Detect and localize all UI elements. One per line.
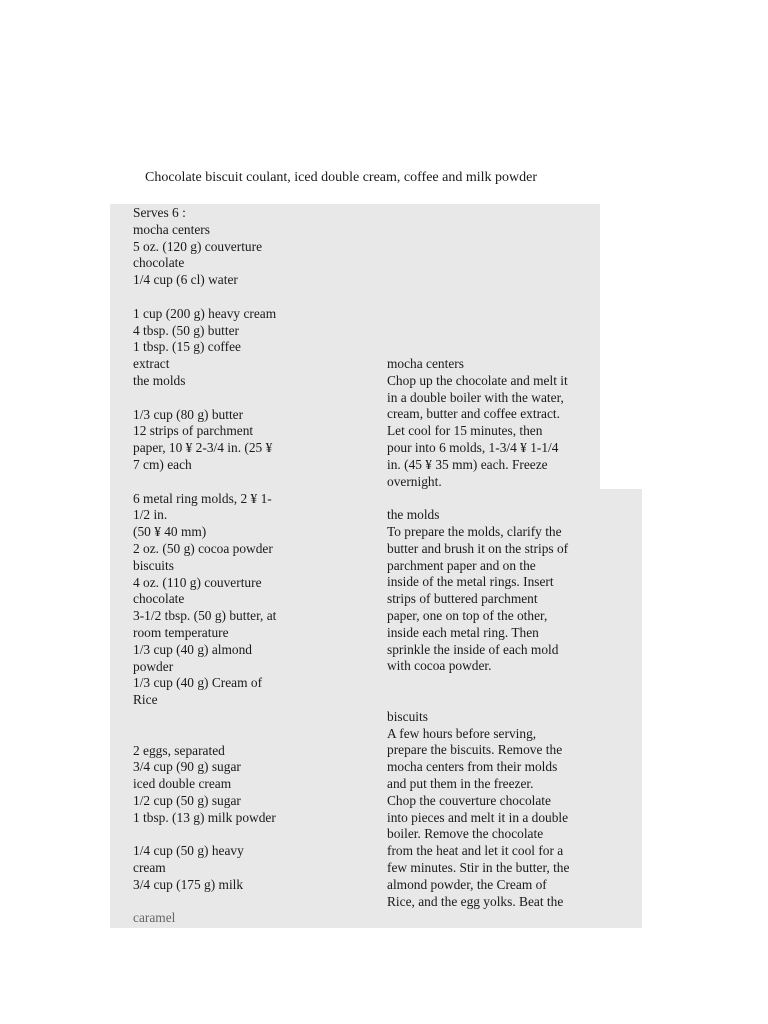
ingredient-line: (50 ¥ 40 mm) [133, 524, 207, 540]
instruction-line: butter and brush it on the strips of [387, 540, 569, 556]
ingredient-line: 4 oz. (110 g) couverture [133, 574, 262, 590]
instruction-line: boiler. Remove the chocolate [387, 826, 544, 842]
instructions-column [387, 356, 602, 910]
instruction-line: from the heat and let it cool for a [387, 843, 564, 859]
ingredient-line: mocha centers [133, 221, 210, 237]
blank-line [133, 826, 313, 843]
blank-line [387, 490, 602, 507]
instruction-line: the molds [387, 507, 440, 523]
instruction-line: pour into 6 molds, 1-3/4 ¥ 1-1/4 [387, 439, 559, 455]
ingredient-line: 12 strips of parchment [133, 423, 254, 439]
ingredient-line: powder [133, 658, 174, 674]
ingredient-line: 2 eggs, separated [133, 742, 225, 758]
ingredient-line: 1/2 cup (50 g) sugar [133, 792, 241, 808]
instruction-line: paper, one on top of the other, [387, 607, 548, 623]
ingredient-line: 3-1/2 tbsp. (50 g) butter, at [133, 608, 277, 624]
instruction-line: Rice, and the egg yolks. Beat the [387, 893, 564, 909]
ingredient-line: iced double cream [133, 776, 232, 792]
ingredient-line: 1/3 cup (40 g) almond [133, 641, 253, 657]
blank-line [387, 692, 602, 709]
ingredient-line: cream [133, 860, 166, 876]
ingredient-line: chocolate [133, 255, 185, 271]
ingredient-line: 1 cup (200 g) heavy cream [133, 305, 277, 321]
ingredient-line: 3/4 cup (90 g) sugar [133, 759, 241, 775]
instruction-line: Let cool for 15 minutes, then [387, 423, 543, 439]
ingredient-line: 7 cm) each [133, 456, 192, 472]
instruction-line: in. (45 ¥ 35 mm) each. Freeze [387, 456, 548, 472]
ingredient-line: the molds [133, 372, 186, 388]
ingredient-line: caramel [133, 910, 176, 926]
instruction-line: prepare the biscuits. Remove the [387, 742, 563, 758]
ingredient-line: 1/3 cup (40 g) Cream of [133, 675, 263, 691]
instruction-line: almond powder, the Cream of [387, 876, 547, 892]
instruction-line: To prepare the molds, clarify the [387, 523, 562, 539]
ingredients-column [133, 205, 313, 927]
ingredient-line: chocolate [133, 591, 185, 607]
ingredient-line: 2 oz. (50 g) cocoa powder [133, 540, 273, 556]
instruction-line: into pieces and melt it in a double [387, 809, 569, 825]
instruction-line: strips of buttered parchment [387, 591, 538, 607]
ingredient-line: biscuits [133, 557, 174, 573]
ingredient-line: 6 metal ring molds, 2 ¥ 1- [133, 490, 272, 506]
blank-line [133, 289, 313, 306]
instruction-line: biscuits [387, 708, 428, 724]
ingredient-line: 4 tbsp. (50 g) butter [133, 322, 239, 338]
ingredient-line: 1/2 in. [133, 507, 168, 523]
ingredient-line: extract [133, 356, 170, 372]
instruction-line: and put them in the freezer. [387, 775, 534, 791]
instruction-line: A few hours before serving, [387, 725, 537, 741]
ingredient-line: room temperature [133, 624, 229, 640]
blank-line [387, 675, 602, 692]
blank-line [133, 726, 313, 743]
instruction-line: sprinkle the inside of each mold [387, 641, 559, 657]
ingredient-line: 1/4 cup (6 cl) water [133, 272, 238, 288]
shaded-panel-right [600, 204, 642, 490]
ingredient-line: 1/3 cup (80 g) butter [133, 406, 244, 422]
ingredient-line: Serves 6 : [133, 205, 186, 220]
instruction-line: inside of the metal rings. Insert [387, 574, 554, 590]
instruction-line: inside each metal ring. Then [387, 624, 539, 640]
blank-line [133, 474, 313, 491]
instruction-line: mocha centers [387, 356, 464, 371]
instruction-line: in a double boiler with the water, [387, 389, 564, 405]
recipe-title: Chocolate biscuit coulant, iced double cream, coffee and milk powder [145, 170, 537, 185]
blank-line [133, 390, 313, 407]
ingredient-line: 1/4 cup (50 g) heavy [133, 843, 244, 859]
ingredient-line: 3/4 cup (175 g) milk [133, 876, 244, 892]
instruction-line: few minutes. Stir in the butter, the [387, 859, 570, 875]
instruction-line: with cocoa powder. [387, 658, 492, 674]
instruction-line: parchment paper and on the [387, 557, 536, 573]
ingredient-line: paper, 10 ¥ 2-3/4 in. (25 ¥ [133, 440, 273, 456]
ingredient-line: 1 tbsp. (13 g) milk powder [133, 809, 276, 825]
instruction-line: cream, butter and coffee extract. [387, 406, 560, 422]
instruction-line: mocha centers from their molds [387, 759, 558, 775]
ingredient-line: 5 oz. (120 g) couverture [133, 238, 263, 254]
blank-line [133, 894, 313, 911]
instruction-line: Chop up the chocolate and melt it [387, 372, 568, 388]
instruction-line: overnight. [387, 473, 442, 489]
ingredient-line: Rice [133, 692, 158, 708]
blank-line [133, 709, 313, 726]
ingredient-line: 1 tbsp. (15 g) coffee [133, 339, 241, 355]
instruction-line: Chop the couverture chocolate [387, 792, 551, 808]
